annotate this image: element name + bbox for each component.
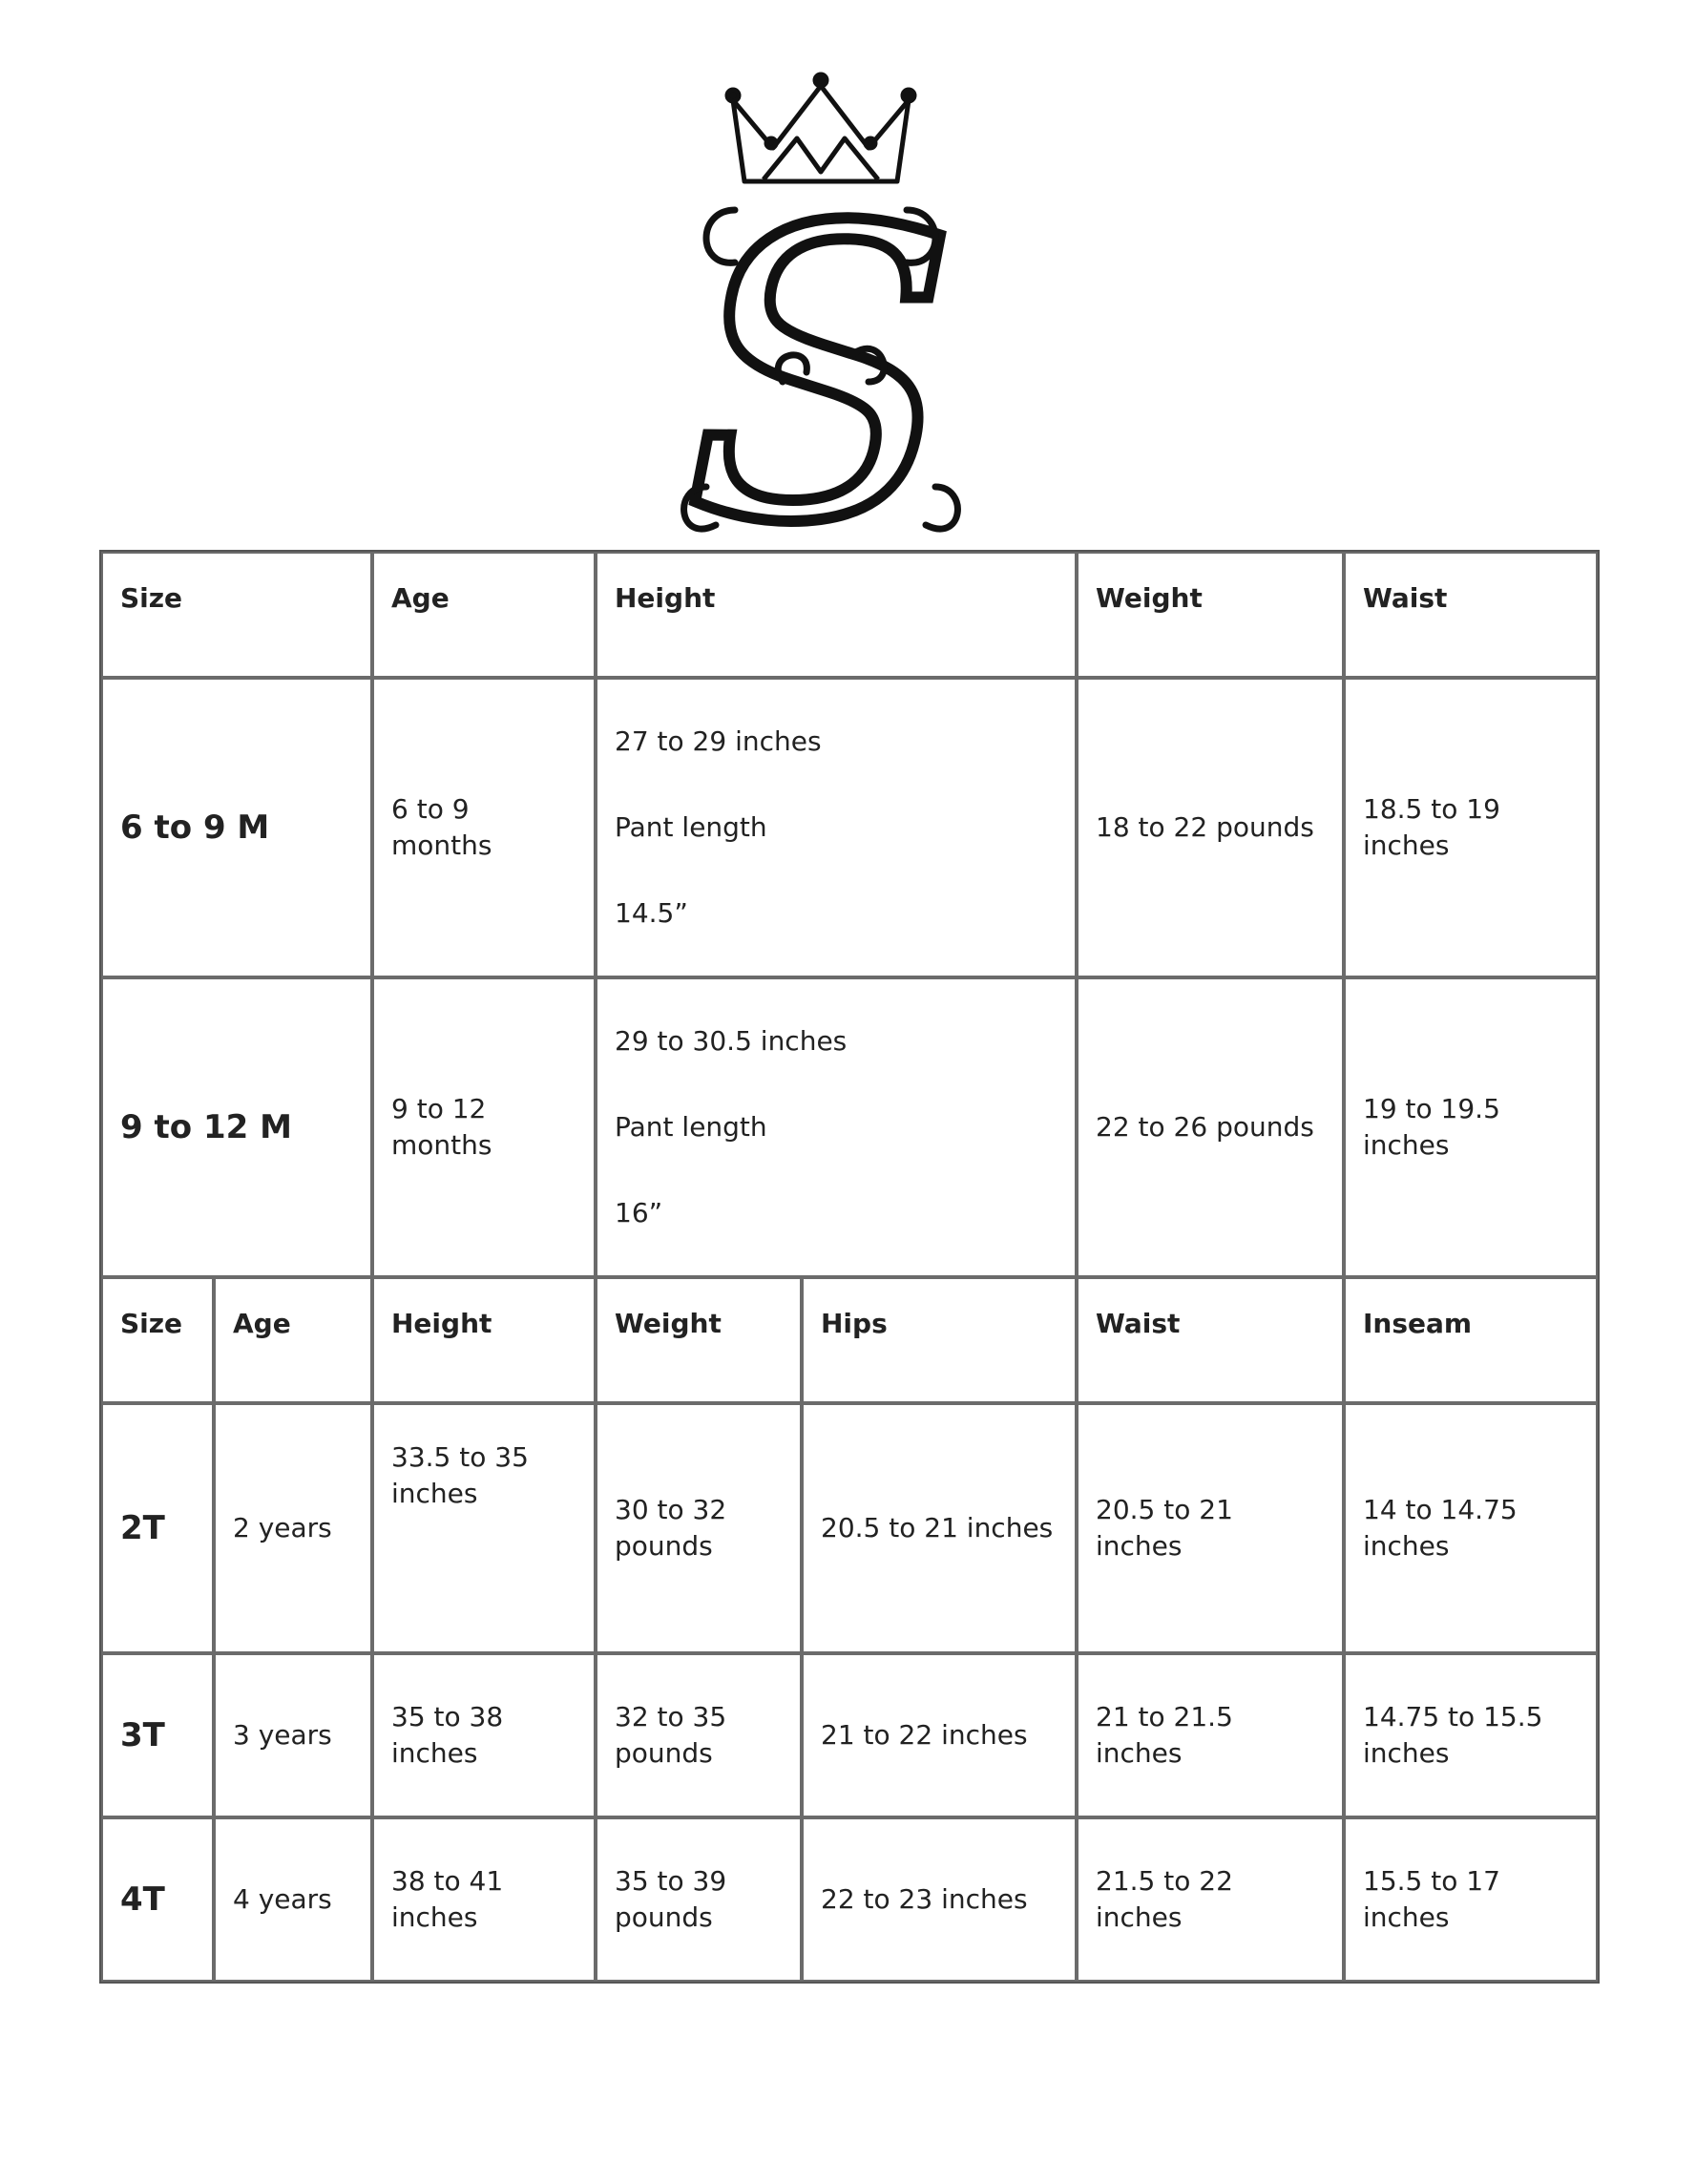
table-row-weight: 32 to 35 pounds (596, 1653, 802, 1817)
table-row-height: 38 to 41 inches (372, 1817, 596, 1982)
toddler-header-size: Size (101, 1277, 214, 1403)
size-label: 9 to 12 M (120, 1108, 292, 1146)
table-row-inseam: 14.75 to 15.5 inches (1344, 1653, 1598, 1817)
table-row-hips: 22 to 23 inches (802, 1817, 1077, 1982)
crown-monogram-logo (668, 67, 974, 544)
table-row-height: 33.5 to 35 inches (372, 1403, 596, 1653)
table-row-waist: 19 to 19.5 inches (1344, 977, 1598, 1277)
pant-length-label: Pant length (615, 811, 767, 843)
table-row-age: 2 years (214, 1403, 372, 1653)
toddler-header-weight: Weight (596, 1277, 802, 1403)
table-row-inseam: 14 to 14.75 inches (1344, 1403, 1598, 1653)
table-row-size (101, 1653, 214, 1817)
size-label: 4T (120, 1880, 165, 1919)
height-range: 27 to 29 inches (615, 725, 822, 757)
table-row-waist: 20.5 to 21 inches (1077, 1403, 1344, 1653)
size-label: 2T (120, 1509, 165, 1547)
table-row-age: 9 to 12 months (372, 977, 596, 1277)
table-row-size (101, 678, 372, 977)
toddler-header-age: Age (214, 1277, 372, 1403)
size-label: 6 to 9 M (120, 808, 270, 847)
table-row-height (596, 678, 1077, 977)
size-chart-table (99, 550, 1600, 1984)
size-label: 3T (120, 1716, 165, 1754)
table-row-waist: 21.5 to 22 inches (1077, 1817, 1344, 1982)
table-row-size (101, 977, 372, 1277)
infant-header-age: Age (372, 552, 596, 678)
table-row-age: 6 to 9 months (372, 678, 596, 977)
table-row-inseam: 15.5 to 17 inches (1344, 1817, 1598, 1982)
table-row-size (101, 1403, 214, 1653)
pant-length-label: Pant length (615, 1111, 767, 1143)
table-row-height (596, 977, 1077, 1277)
table-row-hips: 20.5 to 21 inches (802, 1403, 1077, 1653)
table-row-weight: 18 to 22 pounds (1077, 678, 1344, 977)
toddler-header-height: Height (372, 1277, 596, 1403)
infant-header-size: Size (101, 552, 372, 678)
infant-header-waist: Waist (1344, 552, 1598, 678)
table-row-height: 35 to 38 inches (372, 1653, 596, 1817)
height-range: 29 to 30.5 inches (615, 1025, 848, 1057)
table-row-hips: 21 to 22 inches (802, 1653, 1077, 1817)
toddler-header-hips: Hips (802, 1277, 1077, 1403)
table-row-size (101, 1817, 214, 1982)
table-row-weight: 30 to 32 pounds (596, 1403, 802, 1653)
table-row-waist: 21 to 21.5 inches (1077, 1653, 1344, 1817)
table-row-age: 3 years (214, 1653, 372, 1817)
toddler-header-waist: Waist (1077, 1277, 1344, 1403)
logo-letter: S (683, 144, 958, 544)
table-row-weight: 35 to 39 pounds (596, 1817, 802, 1982)
infant-header-height: Height (596, 552, 1077, 678)
table-row-weight: 22 to 26 pounds (1077, 977, 1344, 1277)
table-row-waist: 18.5 to 19 inches (1344, 678, 1598, 977)
pant-length-value: 14.5” (615, 897, 688, 929)
toddler-header-inseam: Inseam (1344, 1277, 1598, 1403)
table-row-age: 4 years (214, 1817, 372, 1982)
infant-header-weight: Weight (1077, 552, 1344, 678)
pant-length-value: 16” (615, 1197, 663, 1228)
